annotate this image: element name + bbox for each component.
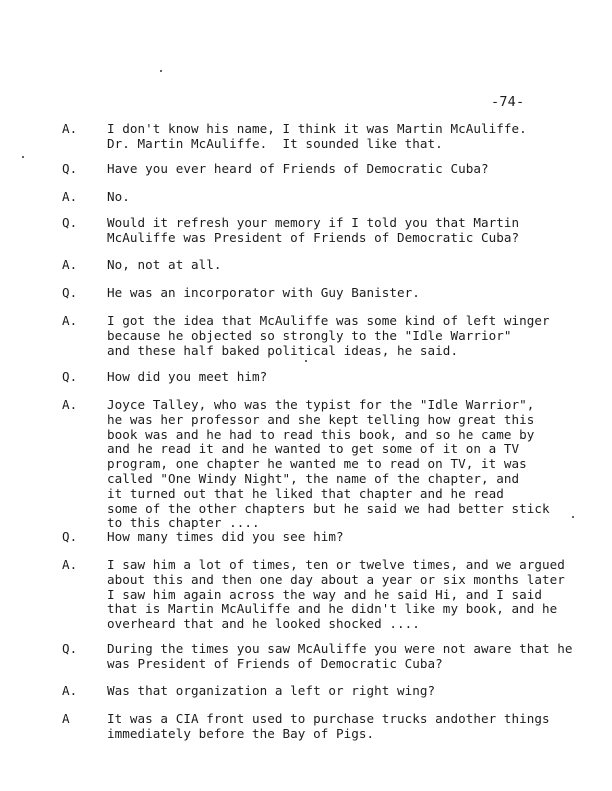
- entry-text: [107, 286, 602, 301]
- ink-speck: [160, 70, 162, 72]
- entry-text: [107, 258, 602, 273]
- entry-text: [107, 190, 602, 205]
- text-line: it turned out that he liked that chapter and he read: [107, 485, 504, 501]
- speaker-label: A.: [62, 397, 78, 412]
- entry-text: [107, 370, 602, 385]
- entry-text: [107, 642, 602, 672]
- speaker-label: Q.: [62, 161, 78, 176]
- text-line: Joyce Talley, who was the typist for the "Idle Warrior",: [107, 397, 535, 412]
- text-line: No, not at all.: [107, 257, 222, 272]
- entry-text: [107, 216, 602, 246]
- speaker-label: A: [62, 711, 70, 726]
- text-line: he was her professor and she kept telling how great this: [107, 411, 535, 427]
- speaker-label: A.: [62, 121, 78, 136]
- text-line: Was that organization a left or right wing?: [107, 683, 436, 698]
- text-line: book was and he had to read this book, and so he came by: [107, 426, 535, 442]
- text-line: No.: [107, 189, 130, 204]
- speaker-label: A.: [62, 257, 78, 272]
- speaker-label: Q.: [62, 641, 78, 656]
- text-line: He was an incorporator with Guy Banister.: [107, 285, 420, 300]
- text-line: I don't know his name, I think it was Martin McAuliffe.: [107, 121, 527, 136]
- text-line: was President of Friends of Democratic Cuba?: [107, 655, 443, 671]
- text-line: and he read it and he wanted to get some of it on a TV: [107, 441, 520, 457]
- text-line: overheard that and he looked shocked ....: [107, 616, 420, 632]
- text-line: Would it refresh your memory if I told you that Martin: [107, 215, 520, 230]
- speaker-label: Q.: [62, 369, 78, 384]
- text-line: that is Martin McAuliffe and he didn't like my book, and he: [107, 601, 558, 617]
- speaker-label: Q.: [62, 529, 78, 544]
- text-line: I saw him again across the way and he said Hi, and I said: [107, 586, 543, 602]
- entry-text: [107, 712, 602, 742]
- entry-text: [107, 314, 602, 358]
- text-line: It was a CIA front used to purchase trucks andother things: [107, 711, 550, 726]
- text-line: called "One Windy Night", the name of the chapter, and: [107, 470, 520, 486]
- text-line: During the times you saw McAuliffe you were not aware that he: [107, 641, 573, 656]
- text-line: to this chapter ....: [107, 515, 260, 531]
- text-line: immediately before the Bay of Pigs.: [107, 725, 375, 741]
- speaker-label: A.: [62, 189, 78, 204]
- page-number: -74-: [491, 94, 525, 110]
- entry-text: [107, 398, 602, 531]
- speaker-label: Q.: [62, 215, 78, 230]
- text-line: and these half baked political ideas, he said.: [107, 342, 459, 358]
- text-line: program, one chapter he wanted me to read on TV, it was: [107, 456, 527, 472]
- text-line: I got the idea that McAuliffe was some kind of left winger: [107, 313, 550, 328]
- entry-text: [107, 122, 602, 152]
- speaker-label: A.: [62, 683, 78, 698]
- text-line: because he objected so strongly to the "Idle Warrior": [107, 327, 512, 343]
- text-line: some of the other chapters but he said we had better stick: [107, 500, 550, 516]
- text-line: McAuliffe was President of Friends of Democratic Cuba?: [107, 229, 520, 245]
- text-line: Dr. Martin McAuliffe. It sounded like that.: [107, 135, 443, 151]
- ink-speck: [22, 156, 24, 158]
- text-line: How did you meet him?: [107, 369, 268, 384]
- speaker-label: A.: [62, 557, 78, 572]
- speaker-label: Q.: [62, 285, 78, 300]
- speaker-label: A.: [62, 313, 78, 328]
- text-line: Have you ever heard of Friends of Democratic Cuba?: [107, 161, 489, 176]
- entry-text: [107, 558, 602, 632]
- ink-speck: [305, 360, 307, 362]
- text-line: How many times did you see him?: [107, 529, 344, 544]
- entry-text: [107, 684, 602, 699]
- text-line: about this and then one day about a year or six months later: [107, 571, 565, 587]
- entry-text: [107, 530, 602, 545]
- entry-text: [107, 162, 602, 177]
- text-line: I saw him a lot of times, ten or twelve times, and we argued: [107, 557, 565, 572]
